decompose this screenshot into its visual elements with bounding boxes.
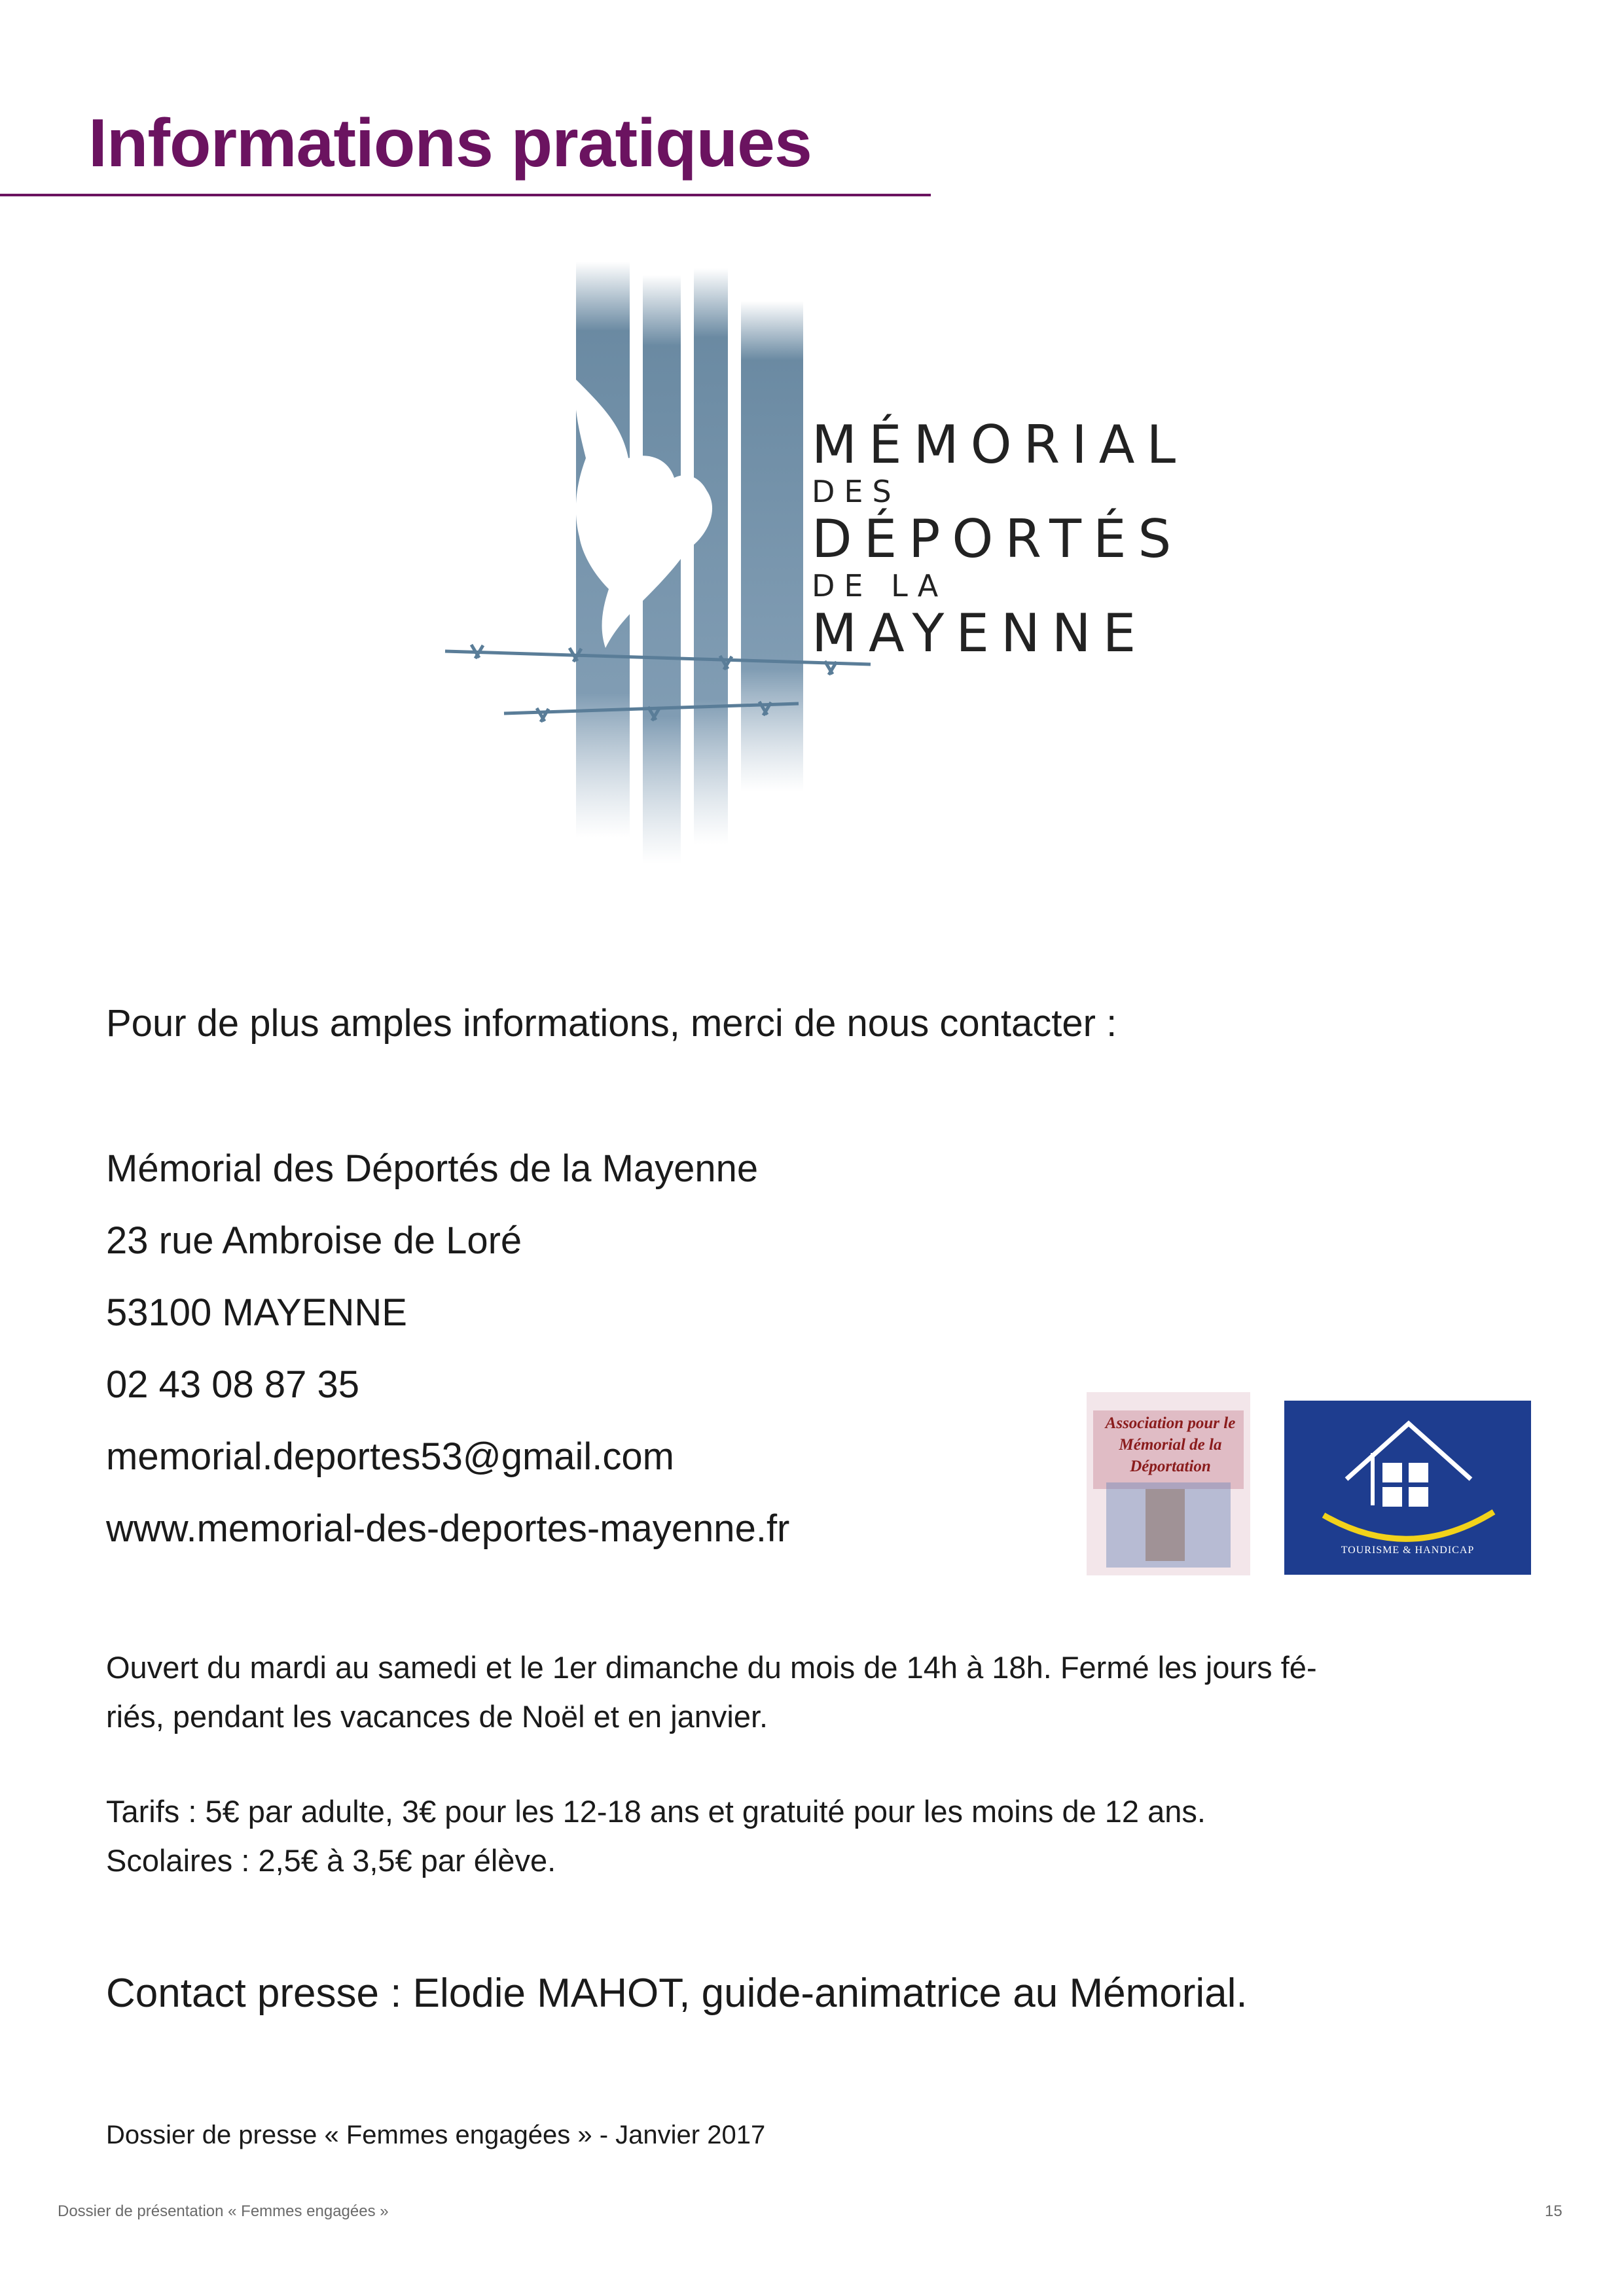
logo-line-deportes: DÉPORTÉS [812,509,1183,569]
logo-line-memorial: MÉMORIAL [812,414,1188,475]
tourisme-handicap-label: TOURISME & HANDICAP [1341,1545,1475,1556]
prices [106,1787,1520,1885]
opening-hours [106,1643,1520,1741]
footer-title: Dossier de présentation « Femmes engagées » [58,2202,389,2220]
contact-email[interactable]: memorial.deportes53@gmail.com [106,1435,674,1478]
logo-line-des: DES [812,474,901,509]
page-title: Informations pratiques [88,105,812,181]
contact-phone: 02 43 08 87 35 [106,1363,360,1406]
contact-city: 53100 MAYENNE [106,1291,407,1334]
title-underline [0,194,931,196]
prices-line-1: Tarifs : 5€ par adulte, 3€ pour les 12-18 ans et gratuité pour les moins de 12 ans. [106,1794,1206,1829]
contact-name: Mémorial des Déportés de la Mayenne [106,1147,759,1190]
press-contact: Contact presse : Elodie MAHOT, guide-animatrice au Mémorial. [106,1971,1248,2016]
opening-line-2: riés, pendant les vacances de Noël et en janvier. [106,1699,768,1734]
memorial-logo-text [812,414,1188,665]
contact-website[interactable]: www.memorial-des-deportes-mayenne.fr [106,1507,790,1550]
opening-line-1: Ouvert du mardi au samedi et le 1er dimanche du mois de 14h à 18h. Fermé les jours fé- [106,1650,1317,1685]
logo-line-de-la: DE LA [812,568,948,603]
logo-line-mayenne: MAYENNE [812,603,1148,664]
tourisme-handicap-logo [1284,1401,1531,1575]
dossier-caption: Dossier de presse « Femmes engagées » - Janvier 2017 [106,2121,766,2149]
contact-street: 23 rue Ambroise de Loré [106,1219,522,1262]
page-number: 15 [1545,2202,1562,2220]
association-logo-text: Association pour le Mémorial de la Déportation [1105,1414,1236,1475]
intro-text: Pour de plus amples informations, merci de nous contacter : [106,1002,1117,1045]
prices-line-2: Scolaires : 2,5€ à 3,5€ par élève. [106,1843,556,1878]
